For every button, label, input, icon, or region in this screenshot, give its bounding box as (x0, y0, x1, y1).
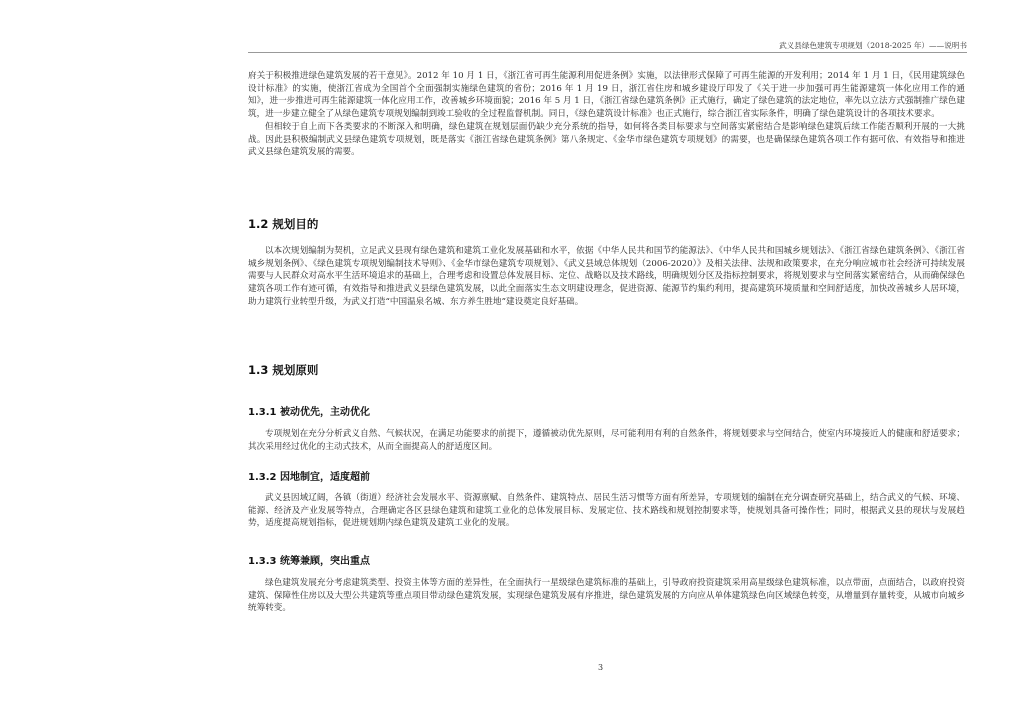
paragraph-1-3-2: 武义县因域辽阔，各镇（街道）经济社会发展水平、资源禀赋、自然条件、建筑特点、居民生活习惯等方面有所差异，专项规划的编制在充分调查研究基础上，结合武义的气候、环境、能源、经济及产业发展等特点，合理确定各区县绿色建筑和建筑工业化的总体发展目标、发展定位、技术路线和规划控制要求等，使规划具备可操作性；同时，根据武义县的现状与发展趋势，适度提高规划指标，促进规划期内绿色建筑及建筑工业化的发展。 (248, 493, 965, 529)
page-number: 3 (598, 663, 604, 672)
heading-1-3-1: 1.3.1 被动优先，主动优化 (248, 407, 370, 418)
paragraph-1-3-1: 专项规划在充分分析武义自然、气候状况，在满足功能要求的前提下，遵循被动优先原则，尽可能利用有利的自然条件，将规划要求与空间结合，使室内环境接近人的健康和舒适要求；其次采用经过优化的主动式技术，从而全面提高人的舒适度区间。 (248, 429, 965, 452)
heading-1-3-2: 1.3.2 因地制宜，适度超前 (248, 472, 370, 483)
intro-paragraph-1: 府关于积极推进绿色建筑发展的若干意见》。2012 年 10 月 1 日，《浙江省可再生能源利用促进条例》实施，以法律形式保障了可再生能源的开发利用；2014 年 1 月 1 日，《民用建筑绿色设计标准》的实施，使浙江省成为全国首个全面强制实施绿色建筑的省份；2016 年 1 月 19 日，浙江省住房和城乡建设厅印发了《关于进一步加强可再生能源建筑一体化应用工作的通知》，进一步推进可再生能源建筑一体化应用工作，改善城乡环境面貌；2016 年 5 月 1 日，《浙江省绿色建筑条例》正式施行，确定了绿色建筑的法定地位，率先以立法方式强制推广绿色建筑，进一步建立健全了从绿色建筑专项规划编制到竣工验收的全过程监督机制。同日，《绿色建筑设计标准》也正式施行，综合浙江省实际条件，明确了绿色建筑设计的各项技术要求。 (248, 71, 965, 120)
heading-1-2: 1.2 规划目的 (248, 217, 319, 231)
paragraph-1-3-3: 绿色建筑发展充分考虑建筑类型、投资主体等方面的差异性，在全面执行一星级绿色建筑标准的基础上，引导政府投资建筑采用高星级绿色建筑标准，以点带面，点面结合，以政府投资建筑、保障性住房以及大型公共建筑等重点项目带动绿色建筑发展，实现绿色建筑发展有序推进，绿色建筑发展的方向应从单体建筑绿色向区域绿色转变，从增量到存量转变，从城市向城乡统筹转变。 (248, 578, 965, 614)
running-header: 武义县绿色建筑专项规划（2018-2025 年）——说明书 (779, 41, 967, 50)
header-divider (248, 52, 967, 53)
heading-1-3-3: 1.3.3 统筹兼顾，突出重点 (248, 556, 370, 567)
heading-1-3: 1.3 规划原则 (248, 363, 319, 377)
paragraph-1-2: 以本次规划编制为契机，立足武义县现有绿色建筑和建筑工业化发展基础和水平，依据《中华人民共和国节约能源法》、《中华人民共和国城乡规划法》、《浙江省绿色建筑条例》、《浙江省城乡规划条例》、《绿色建筑专项规划编制技术导则》、《金华市绿色建筑专项规划》、《武义县域总体规划（2006-2020）》及相关法律、法规和政策要求，在充分响应城市社会经济可持续发展需要与人民群众对高水平生活环境追求的基础上，合理考虑和设置总体发展目标、定位、战略以及技术路线，明确规划分区及指标控制要求，将规划要求与空间落实紧密结合，从而确保绿色建筑各项工作有迹可循，有效指导和推进武义县绿色建筑发展，以此全面落实生态文明建设理念，促进资源、能源节约集约利用，提高建筑环境质量和空间舒适度，加快改善城乡人居环境，助力建筑行业转型升级，为武义打造“中国温泉名城、东方养生胜地”建设奠定良好基础。 (248, 246, 965, 307)
intro-paragraph-2: 但相较于自上而下各类要求的不断深入和明确，绿色建筑在规划层面仍缺少充分系统的指导，如何将各类目标要求与空间落实紧密结合是影响绿色建筑后续工作能否顺利开展的一大挑战。因此县积极编制武义县绿色建筑专项规划，既是落实《浙江省绿色建筑条例》第八条规定、《金华市绿色建筑专项规划》的需要，也是确保绿色建筑各项工作有据可依、有效指导和推进武义县绿色建筑发展的需要。 (248, 121, 965, 158)
intro-block (248, 70, 965, 159)
